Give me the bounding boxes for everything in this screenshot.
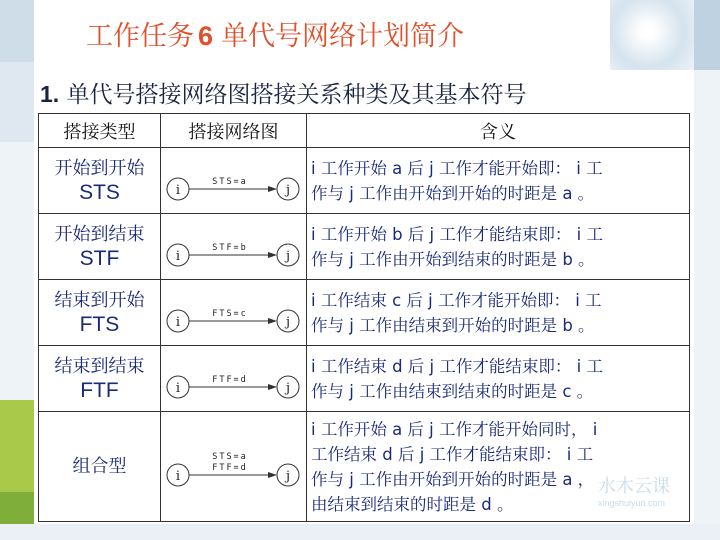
meaning-line: 作与 j 工作由结束到开始的时距是 b 。 [311,315,595,335]
decor-square-green [0,400,34,492]
meaning-line: i 工作开始 b 后 j 工作才能结束即： i 工 [311,224,603,244]
network-diagram-cell [161,214,307,280]
relation-type-cell [39,346,161,412]
arrow-label: STF=b [211,242,248,253]
relation-type: 结束到开始 [54,289,145,311]
right-decor-strip [694,0,720,540]
relation-type: 组合型 [72,455,127,477]
relation-code: FTF [80,378,119,402]
arrow-label: FTF=d [211,462,248,473]
meaning-cell [307,346,690,412]
node-i-label: i [175,314,180,330]
decor-square [0,62,34,142]
relation-type-cell [39,148,161,214]
decor-square [694,0,720,70]
node-j-label: j [285,380,290,396]
network-diagram-cell [161,280,307,346]
relation-type-cell [39,412,161,522]
node-j-label: j [285,314,290,330]
arrow-head [268,252,277,258]
relation-type: 开始到结束 [54,223,145,245]
node-i-label: i [175,182,180,198]
node-i-label: i [175,248,180,264]
meaning-line: 作与 j 工作由开始到开始的时距是 a 。 [311,183,595,203]
arrow-label: FTF=d [211,374,248,385]
node-i-label: i [175,380,180,396]
node-j-label: j [285,468,290,484]
meaning-line: 作与 j 工作由结束到结束的时距是 c 。 [311,381,594,401]
network-diagram [164,156,304,206]
bottom-decor-strip [0,524,720,540]
meaning-line: 工作结束 d 后 j 工作才能结束即： i 工 [311,444,594,464]
table-header-row [39,114,690,148]
watermark-url: xingshuiyun.com [598,498,666,508]
section-heading [40,76,690,109]
meaning-cell [307,280,690,346]
relation-code: STS [79,180,120,204]
title-number: 6 [198,21,214,51]
node-j-label: j [285,248,290,264]
relation-code: STF [79,246,120,270]
arrow-head [268,472,277,478]
section-number: 1. [40,81,60,107]
title-text: 单代号网络计划简介 [221,21,465,52]
table-row [39,412,690,522]
sparkle-decor [610,0,694,70]
section-heading-text: 单代号搭接网络图搭接关系种类及其基本符号 [66,82,527,108]
table-row [39,280,690,346]
meaning-line: i 工作开始 a 后 j 工作才能开始同时， i [311,419,598,439]
header-diagram: 搭接网络图 [161,114,307,148]
arrow-head [268,318,277,324]
network-diagram [164,288,304,338]
relation-type-cell [39,280,161,346]
arrow-label: STS=a [211,451,248,462]
meaning-line: i 工作结束 d 后 j 工作才能结束即： i 工 [311,356,603,376]
meaning-cell [307,214,690,280]
relation-type: 结束到结束 [54,355,145,377]
relation-code: FTS [79,312,120,336]
page-title [86,14,464,54]
network-diagram [164,222,304,272]
arrow-head [268,384,277,390]
network-diagram [164,354,304,404]
network-diagram-cell [161,346,307,412]
watermark-text: 水木云课 [598,476,670,496]
decor-square [0,0,34,62]
meaning-cell [307,148,690,214]
network-diagram [164,442,304,492]
relation-type-cell [39,214,161,280]
network-diagram-cell [161,148,307,214]
table-row [39,148,690,214]
node-i-label: i [175,468,180,484]
relation-type: 开始到开始 [54,157,145,179]
watermark [598,472,670,508]
meaning-line: i 工作开始 a 后 j 工作才能开始即： i 工 [311,158,603,178]
network-diagram-cell [161,412,307,522]
title-prefix: 工作任务 [86,21,194,52]
meaning-line: 作与 j 工作由开始到结束的时距是 b 。 [311,249,595,269]
table-row [39,214,690,280]
table-row [39,346,690,412]
arrow-head [268,186,277,192]
header-meaning: 含义 [307,114,690,148]
node-j-label: j [285,182,290,198]
relation-table [38,113,690,522]
meaning-line: 由结束到结束的时距是 d 。 [311,494,514,514]
arrow-label: STS=a [211,176,248,187]
header-type: 搭接类型 [39,114,161,148]
meaning-line: i 工作结束 c 后 j 工作才能开始即： i 工 [311,290,602,310]
meaning-line: 作与 j 工作由开始到开始的时距是 a ， [311,469,595,489]
arrow-label: FTS=c [211,308,248,319]
